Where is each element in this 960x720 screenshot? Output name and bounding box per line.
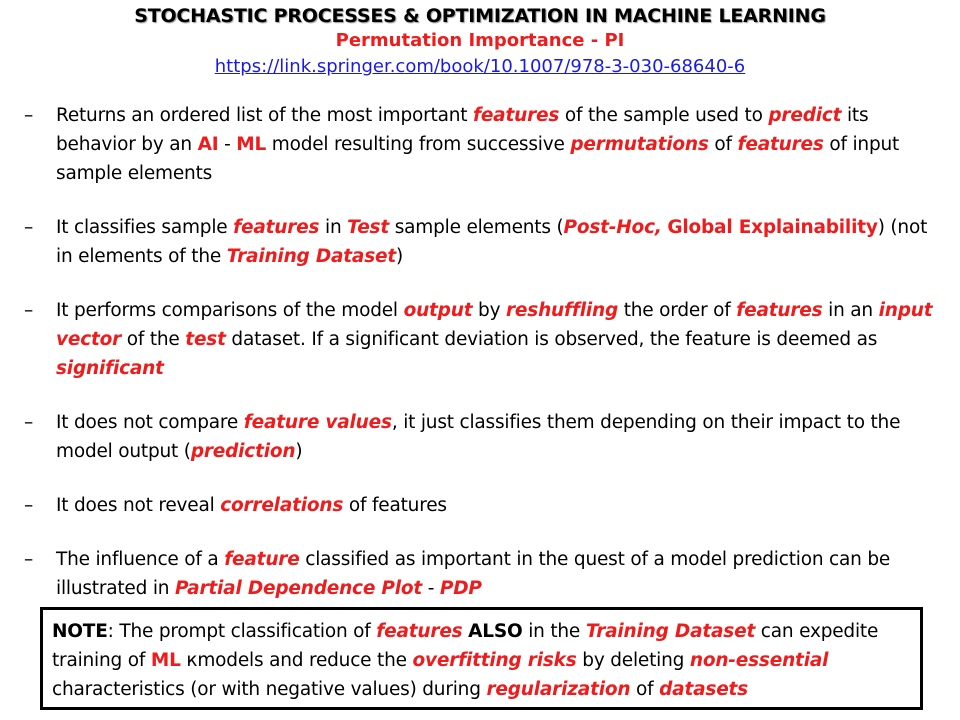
page-title: STOCHASTIC PROCESSES & OPTIMIZATION IN MACHINE LEARNING	[134, 5, 826, 27]
list-item	[24, 545, 946, 603]
emphasis-text: Post-Hoc,	[563, 217, 662, 238]
list-item	[24, 408, 946, 466]
text-segment: by deleting	[576, 650, 690, 671]
note-box	[40, 607, 923, 710]
emphasis-text: features	[376, 621, 463, 642]
text-segment: its behavior by an	[56, 105, 869, 155]
emphasis-text: test	[185, 329, 226, 350]
bullet-dash: –	[24, 549, 34, 570]
note-label: NOTE	[52, 621, 108, 642]
text-segment: Returns an ordered list of the most important	[56, 105, 473, 126]
text-segment: )	[396, 246, 404, 267]
text-segment: by	[472, 300, 506, 321]
emphasis-text: feature	[224, 549, 300, 570]
bullet-dash: –	[24, 105, 34, 126]
emphasis-text: Global Explainability	[667, 217, 878, 238]
emphasis-text: reshuffling	[506, 300, 619, 321]
emphasis-text: overfitting risks	[412, 650, 577, 671]
emphasis-text: input vector	[56, 300, 933, 350]
text-segment: in	[319, 217, 348, 238]
text-segment: the order of	[618, 300, 737, 321]
text-segment: of	[708, 134, 738, 155]
text-segment: of	[630, 679, 660, 700]
page-subtitle: Permutation Importance - PI	[335, 30, 625, 51]
emphasis-text: datasets	[659, 679, 748, 700]
emphasis-text: prediction	[190, 441, 296, 462]
text-segment: It does not reveal	[56, 495, 221, 516]
emphasis-text: ML	[236, 134, 267, 155]
emphasis-text: Partial Dependence Plot	[175, 578, 423, 599]
text-segment: of the	[121, 329, 186, 350]
text-segment: model resulting from successive	[266, 134, 571, 155]
text-segment: It does not compare	[56, 412, 244, 433]
text-segment: The influence of a	[56, 549, 225, 570]
emphasis-text: feature values	[243, 412, 392, 433]
text-segment: can expedite training of	[52, 621, 879, 671]
emphasis-text: correlations	[220, 495, 344, 516]
emphasis-text: significant	[56, 358, 164, 379]
text-segment: characteristics (or with negative values) during	[52, 679, 487, 700]
emphasis-text: AI	[197, 134, 219, 155]
list-item	[24, 101, 946, 188]
bullet-dash: –	[24, 412, 34, 433]
text-segment: )	[295, 441, 303, 462]
bullet-dash: –	[24, 495, 34, 516]
text-segment: : The prompt classification of	[107, 621, 377, 642]
text-segment: It performs comparisons of the model	[56, 300, 404, 321]
text-segment: of input sample elements	[56, 134, 900, 184]
list-item	[24, 491, 946, 520]
emphasis-text: features	[472, 105, 560, 126]
bold-text: ALSO	[468, 621, 523, 642]
emphasis-text: Training Dataset	[585, 621, 756, 642]
text-segment: -	[422, 578, 440, 599]
text-segment: dataset. If a significant deviation is observed, the feature is deemed as	[225, 329, 878, 350]
text-segment: in the	[522, 621, 586, 642]
text-segment: classified as important in the quest of a model prediction can be illustrated in	[56, 549, 891, 599]
emphasis-text: features	[737, 134, 824, 155]
emphasis-text: output	[403, 300, 473, 321]
text-segment: , it just classifies them depending on their impact to the model output (	[56, 412, 901, 462]
emphasis-text: regularization	[486, 679, 631, 700]
emphasis-text: predict	[768, 105, 842, 126]
text-segment: of features	[343, 495, 447, 516]
text-segment: кmodels and reduce the	[180, 650, 413, 671]
springer-link[interactable]: https://link.springer.com/book/10.1007/978-3-030-68640-6	[214, 56, 746, 77]
emphasis-text: features	[736, 300, 823, 321]
list-item	[24, 213, 946, 271]
text-segment: sample elements (	[389, 217, 564, 238]
bullet-dash: –	[24, 300, 34, 321]
text-segment: ) (not in elements of the	[56, 217, 928, 267]
emphasis-text: ML	[150, 650, 181, 671]
emphasis-text: Test	[347, 217, 390, 238]
text-segment: -	[218, 134, 237, 155]
bullet-list	[24, 101, 946, 603]
bullet-dash: –	[24, 217, 34, 238]
emphasis-text: Training Dataset	[226, 246, 396, 267]
emphasis-text: PDP	[439, 578, 482, 599]
emphasis-text: non-essential	[689, 650, 829, 671]
slide-header	[0, 4, 960, 80]
emphasis-text: permutations	[570, 134, 709, 155]
text-segment: It classifies sample	[56, 217, 234, 238]
text-segment: of the sample used to	[559, 105, 769, 126]
list-item	[24, 296, 946, 383]
emphasis-text: features	[233, 217, 320, 238]
text-segment: in an	[822, 300, 879, 321]
